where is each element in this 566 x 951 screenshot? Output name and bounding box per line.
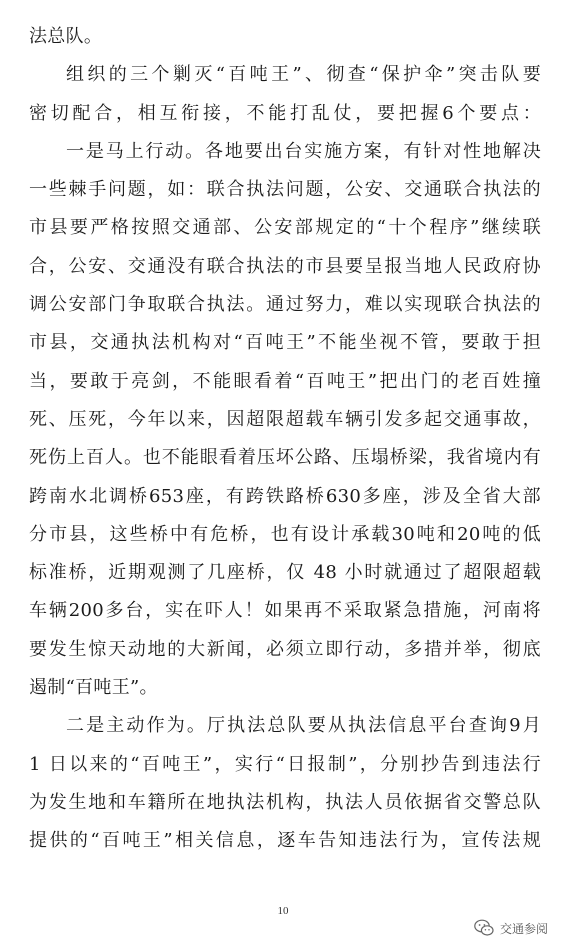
text-line: 调公安部门争取联合执法。通过努力，难以实现联合执法的 bbox=[29, 294, 541, 316]
text-line: 提供的“百吨王”相关信息，逐车告知违法行为，宣传法规 bbox=[29, 830, 541, 852]
text-line: 死伤上百人。也不能眼看着压坏公路、压塌桥梁，我省境内有 bbox=[29, 447, 541, 469]
text-line: 跨南水北调桥653座，有跨铁路桥630多座，涉及全省大部 bbox=[29, 485, 541, 507]
text-line: 市县，交通执法机构对“百吨王”不能坐视不管，要敢于担 bbox=[29, 332, 541, 354]
text-line: 标准桥，近期观测了几座桥，仅 48 小时就通过了超限超载 bbox=[29, 562, 541, 584]
text-line: 当，要敢于亮剑，不能眼看着“百吨王”把出门的老百姓撞 bbox=[29, 370, 541, 392]
page-number: 10 bbox=[277, 905, 289, 917]
paragraph-start-line: 一是马上行动。各地要出台实施方案，有针对性地解决 bbox=[66, 140, 541, 162]
document-body bbox=[29, 18, 541, 861]
text-line: 合，公安、交通没有联合执法的市县要呈报当地人民政府协 bbox=[29, 255, 541, 277]
text-line: 1 日以来的“百吨王”，实行“日报制”，分别抄告到违法行 bbox=[29, 753, 541, 775]
watermark-text: 交通参阅 bbox=[499, 921, 548, 936]
text-line: 法总队。 bbox=[29, 26, 103, 47]
text-line: 遏制“百吨王”。 bbox=[29, 677, 158, 699]
watermark bbox=[474, 917, 548, 939]
text-line: 死、压死，今年以来，因超限超载车辆引发多起交通事故， bbox=[29, 408, 541, 430]
text-line: 市县要严格按照交通部、公安部规定的“十个程序”继续联 bbox=[29, 217, 541, 239]
text-line: 密切配合，相互衔接，不能打乱仗，要把握6个要点： bbox=[29, 102, 541, 124]
paragraph-start-line: 二是主动作为。厅执法总队要从执法信息平台查询9月 bbox=[66, 715, 541, 737]
text-line: 分市县，这些桥中有危桥，也有设计承载30吨和20吨的低 bbox=[29, 523, 541, 545]
wechat-icon bbox=[474, 919, 494, 937]
paragraph-start-line: 组织的三个剿灭“百吨王”、彻查“保护伞”突击队要 bbox=[66, 64, 541, 86]
text-line: 要发生惊天动地的大新闻，必须立即行动，多措并举，彻底 bbox=[29, 638, 541, 660]
text-line: 车辆200多台，实在吓人！如果再不采取紧急措施，河南将 bbox=[29, 600, 541, 622]
text-line: 为发生地和车籍所在地执法机构，执法人员依据省交警总队 bbox=[29, 791, 541, 813]
text-line: 一些棘手问题，如：联合执法问题，公安、交通联合执法的 bbox=[29, 179, 541, 201]
